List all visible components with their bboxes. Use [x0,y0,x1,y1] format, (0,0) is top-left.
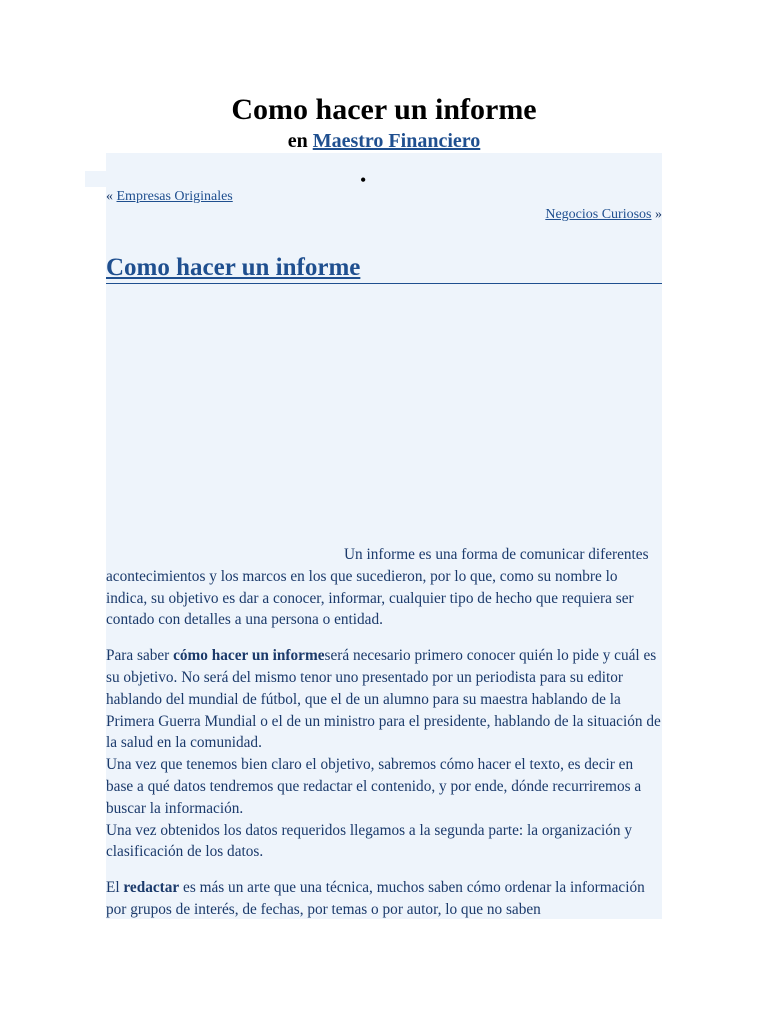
article-title-link[interactable]: Como hacer un informe [106,254,361,281]
side-tab [85,171,107,187]
nav-previous [106,189,233,205]
paragraph-2-text: será necesario primero conocer quién lo pide y cuál es su objetivo. No será del mismo tenor uno presentado por un periodista para su editor hablando del mundial de fútbol, que el de un alumno para su maestra hablando de la Primera Guerra Mundial o el de un ministro para el presidente, hablando de la situación de la salud en la comunidad. [106,647,661,752]
page-subtitle [0,128,768,154]
paragraph-3-lead: El [106,879,124,897]
subtitle-prefix: en [287,130,308,152]
paragraph-2 [106,645,662,863]
paragraph-1 [106,544,662,631]
page-title: Como hacer un informe [231,93,537,126]
site-link[interactable]: Maestro Financiero [312,130,481,152]
paragraph-3 [106,877,662,921]
paragraph-2-line2: Una vez que tenemos bien claro el objetivo, sabremos cómo hacer el texto, es decir en base a qué datos tendremos que redactar el contenido, y por ende, dónde recurriremos a buscar la información. [106,756,642,817]
prev-arrow: « [106,189,113,204]
article-body [106,544,662,935]
next-post-link[interactable]: Negocios Curiosos [545,207,652,222]
next-arrow: » [655,207,662,222]
paragraph-2-bold: cómo hacer un informe [173,647,325,665]
bullet-marker: • [360,170,367,190]
prev-post-link[interactable]: Empresas Originales [116,189,233,204]
paragraph-2-line3: Una vez obtenidos los datos requeridos llegamos a la segunda parte: la organización y clasificación de los datos. [106,821,633,861]
nav-next [545,207,662,223]
paragraph-3-text: es más un arte que una técnica, muchos saben cómo ordenar la información por grupos de interés, de fechas, por temas o por autor, lo que no saben [106,879,645,918]
paragraph-1-text: Un informe es una forma de comunicar diferentes acontecimientos y los marcos en los que sucedieron, por lo que, como su nombre lo indica, su objetivo es dar a conocer, informar, cualquier tipo de hecho que requiera ser contado con detalles a una persona o entidad. [106,546,649,629]
article-title[interactable] [106,253,662,284]
paragraph-2-lead: Para saber [106,647,174,665]
paragraph-3-bold: redactar [123,879,180,897]
